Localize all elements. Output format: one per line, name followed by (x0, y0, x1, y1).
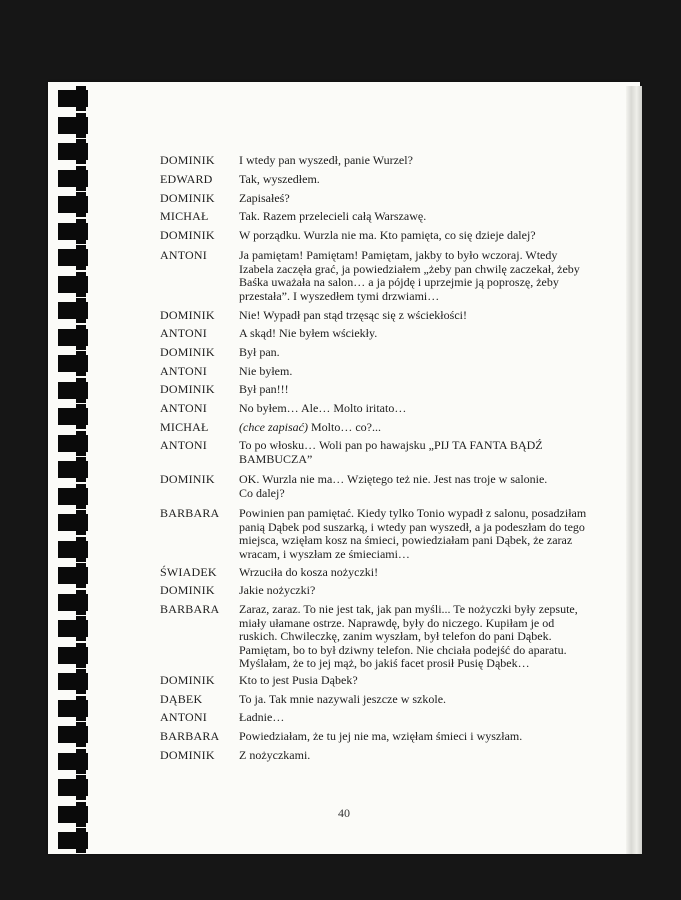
speaker-name: BARBARA (160, 602, 220, 616)
dialogue-line: (chce zapisać) Molto… co?... (239, 420, 381, 434)
binding-loop (76, 325, 86, 350)
binding-hole (58, 461, 88, 478)
binding-hole (58, 832, 88, 849)
dialogue-line: Był pan. (239, 345, 280, 359)
binding-hole (58, 196, 88, 213)
speaker-name: EDWARD (160, 172, 213, 186)
binding-hole (58, 806, 88, 823)
speaker-name: ANTONI (160, 364, 207, 378)
binding-loop (76, 219, 86, 244)
binding-hole (58, 382, 88, 399)
dialogue-line: To ja. Tak mnie nazywali jeszcze w szkole. (239, 692, 447, 706)
binding-loop (76, 510, 86, 535)
dialogue-line: No byłem… Ale… Molto iritato… (239, 401, 407, 415)
speaker-name: MICHAŁ (160, 420, 209, 434)
dialogue-line: Zapisałeś? (239, 191, 290, 205)
dialogue-line: To po włosku… Woli pan po hawajsku „PIJ TA FANTA BĄDŹ BAMBUCZA” (239, 438, 543, 466)
binding-hole (58, 594, 88, 611)
binding-hole (58, 143, 88, 160)
speaker-name: DOMINIK (160, 748, 215, 762)
page-number: 40 (338, 806, 350, 820)
binding-loop (76, 457, 86, 482)
binding-loop (76, 696, 86, 721)
speaker-name: ANTONI (160, 248, 207, 262)
dialogue-line: W porządku. Wurzla nie ma. Kto pamięta, co się dzieje dalej? (239, 228, 536, 242)
binding-loop (76, 590, 86, 615)
binding-hole (58, 249, 88, 266)
binding-hole (58, 223, 88, 240)
dialogue-line: Powinien pan pamiętać. Kiedy tylko Tonio wypadł z salonu, posadziłam panią Dąbek pod suszarką, i wtedy pan wyszedł, a ja podeszłam do tego miejsca, wzięłam kosz na śmieci, powiedziałam pani Dąbek, że zaraz wracam, i wyszłam ze śmieciami… (239, 506, 587, 561)
binding-hole (58, 435, 88, 452)
binding-loop (76, 484, 86, 509)
binding-hole (58, 753, 88, 770)
dialogue-line: Kto to jest Pusia Dąbek? (239, 673, 358, 687)
binding-loop (76, 669, 86, 694)
dialogue-line: Nie byłem. (239, 364, 293, 378)
spiral-binding (58, 90, 94, 860)
speaker-name: BARBARA (160, 729, 220, 743)
binding-hole (58, 117, 88, 134)
binding-loop (76, 113, 86, 138)
dialogue-line: Tak. Razem przelecieli całą Warszawę. (239, 209, 427, 223)
binding-hole (58, 276, 88, 293)
binding-loop (76, 351, 86, 376)
binding-loop (76, 298, 86, 323)
dialogue-line: A skąd! Nie byłem wściekły. (239, 326, 378, 340)
binding-hole (58, 514, 88, 531)
speaker-name: DOMINIK (160, 308, 215, 322)
speaker-name: ANTONI (160, 401, 207, 415)
dialogue-line: Ja pamiętam! Pamiętam! Pamiętam, jakby to było wczoraj. Wtedy Izabela zaczęła grać, ja powiedziałem „żeby pan chwilę zaczekał, żeby Baśka uważała na salon… a ja pójdę i uprzejmie ją poproszę, żeby przestała”. I wyszedłem tymi drzwiami… (239, 248, 580, 303)
speaker-name: DOMINIK (160, 345, 215, 359)
speaker-name: ŚWIADEK (160, 565, 217, 579)
dialogue-line: I wtedy pan wyszedł, panie Wurzel? (239, 153, 413, 167)
binding-loop (76, 404, 86, 429)
page-stack-edge (626, 86, 642, 854)
speaker-name: DOMINIK (160, 472, 215, 486)
binding-loop (76, 802, 86, 827)
binding-hole (58, 620, 88, 637)
binding-hole (58, 726, 88, 743)
speaker-name: DOMINIK (160, 382, 215, 396)
speaker-name: ANTONI (160, 326, 207, 340)
script-page (48, 82, 640, 854)
dialogue-line: Jakie nożyczki? (239, 583, 316, 597)
speaker-name: DOMINIK (160, 583, 215, 597)
speaker-name: ANTONI (160, 438, 207, 452)
binding-hole (58, 302, 88, 319)
dialogue-line: Ładnie… (239, 710, 285, 724)
dialogue-line: Z nożyczkami. (239, 748, 311, 762)
binding-loop (76, 749, 86, 774)
speaker-name: DOMINIK (160, 228, 215, 242)
binding-hole (58, 329, 88, 346)
dialogue-line: Był pan!!! (239, 382, 289, 396)
stage-direction: (chce zapisać) (239, 420, 311, 434)
speaker-name: BARBARA (160, 506, 220, 520)
binding-hole (58, 408, 88, 425)
binding-loop (76, 378, 86, 403)
binding-loop (76, 272, 86, 297)
binding-loop (76, 86, 86, 111)
dialogue-line: Zaraz, zaraz. To nie jest tak, jak pan myśli... Te nożyczki były zepsute, miały ułamane ostrze. Naprawdę, były do niczego. Kupiłam je od ruskich. Chwileczkę, zanim wyszłam, był telefon do pani Dąbek. Pamiętam, bo to był dziwny telefon. Nie chciała podejść do aparatu. Myślałam, że to jej mąż, bo jakiś facet prosił Pusię Dąbek… (239, 602, 578, 670)
binding-loop (76, 828, 86, 853)
binding-loop (76, 245, 86, 270)
binding-loop (76, 775, 86, 800)
binding-hole (58, 779, 88, 796)
dialogue-content (48, 82, 640, 854)
binding-loop (76, 431, 86, 456)
dialogue-line: Wrzuciła do kosza nożyczki! (239, 565, 379, 579)
dialogue-line: Nie! Wypadł pan stąd trzęsąc się z wściekłości! (239, 308, 467, 322)
dialogue-line: Powiedziałam, że tu jej nie ma, wzięłam śmieci i wyszłam. (239, 729, 523, 743)
binding-loop (76, 537, 86, 562)
binding-hole (58, 488, 88, 505)
binding-loop (76, 192, 86, 217)
binding-hole (58, 673, 88, 690)
binding-hole (58, 567, 88, 584)
speaker-name: ANTONI (160, 710, 207, 724)
binding-hole (58, 90, 88, 107)
dialogue-line: Tak, wyszedłem. (239, 172, 320, 186)
speaker-name: DOMINIK (160, 153, 215, 167)
binding-hole (58, 355, 88, 372)
speaker-name: DOMINIK (160, 673, 215, 687)
speaker-name: DĄBEK (160, 692, 203, 706)
binding-loop (76, 722, 86, 747)
binding-hole (58, 647, 88, 664)
binding-loop (76, 616, 86, 641)
binding-hole (58, 700, 88, 717)
binding-hole (58, 170, 88, 187)
speaker-name: DOMINIK (160, 191, 215, 205)
speaker-name: MICHAŁ (160, 209, 209, 223)
dialogue-line: OK. Wurzla nie ma… Wziętego też nie. Jest nas troje w salonie. Co dalej? (239, 472, 548, 500)
binding-loop (76, 139, 86, 164)
binding-loop (76, 563, 86, 588)
binding-loop (76, 643, 86, 668)
binding-loop (76, 166, 86, 191)
binding-hole (58, 541, 88, 558)
